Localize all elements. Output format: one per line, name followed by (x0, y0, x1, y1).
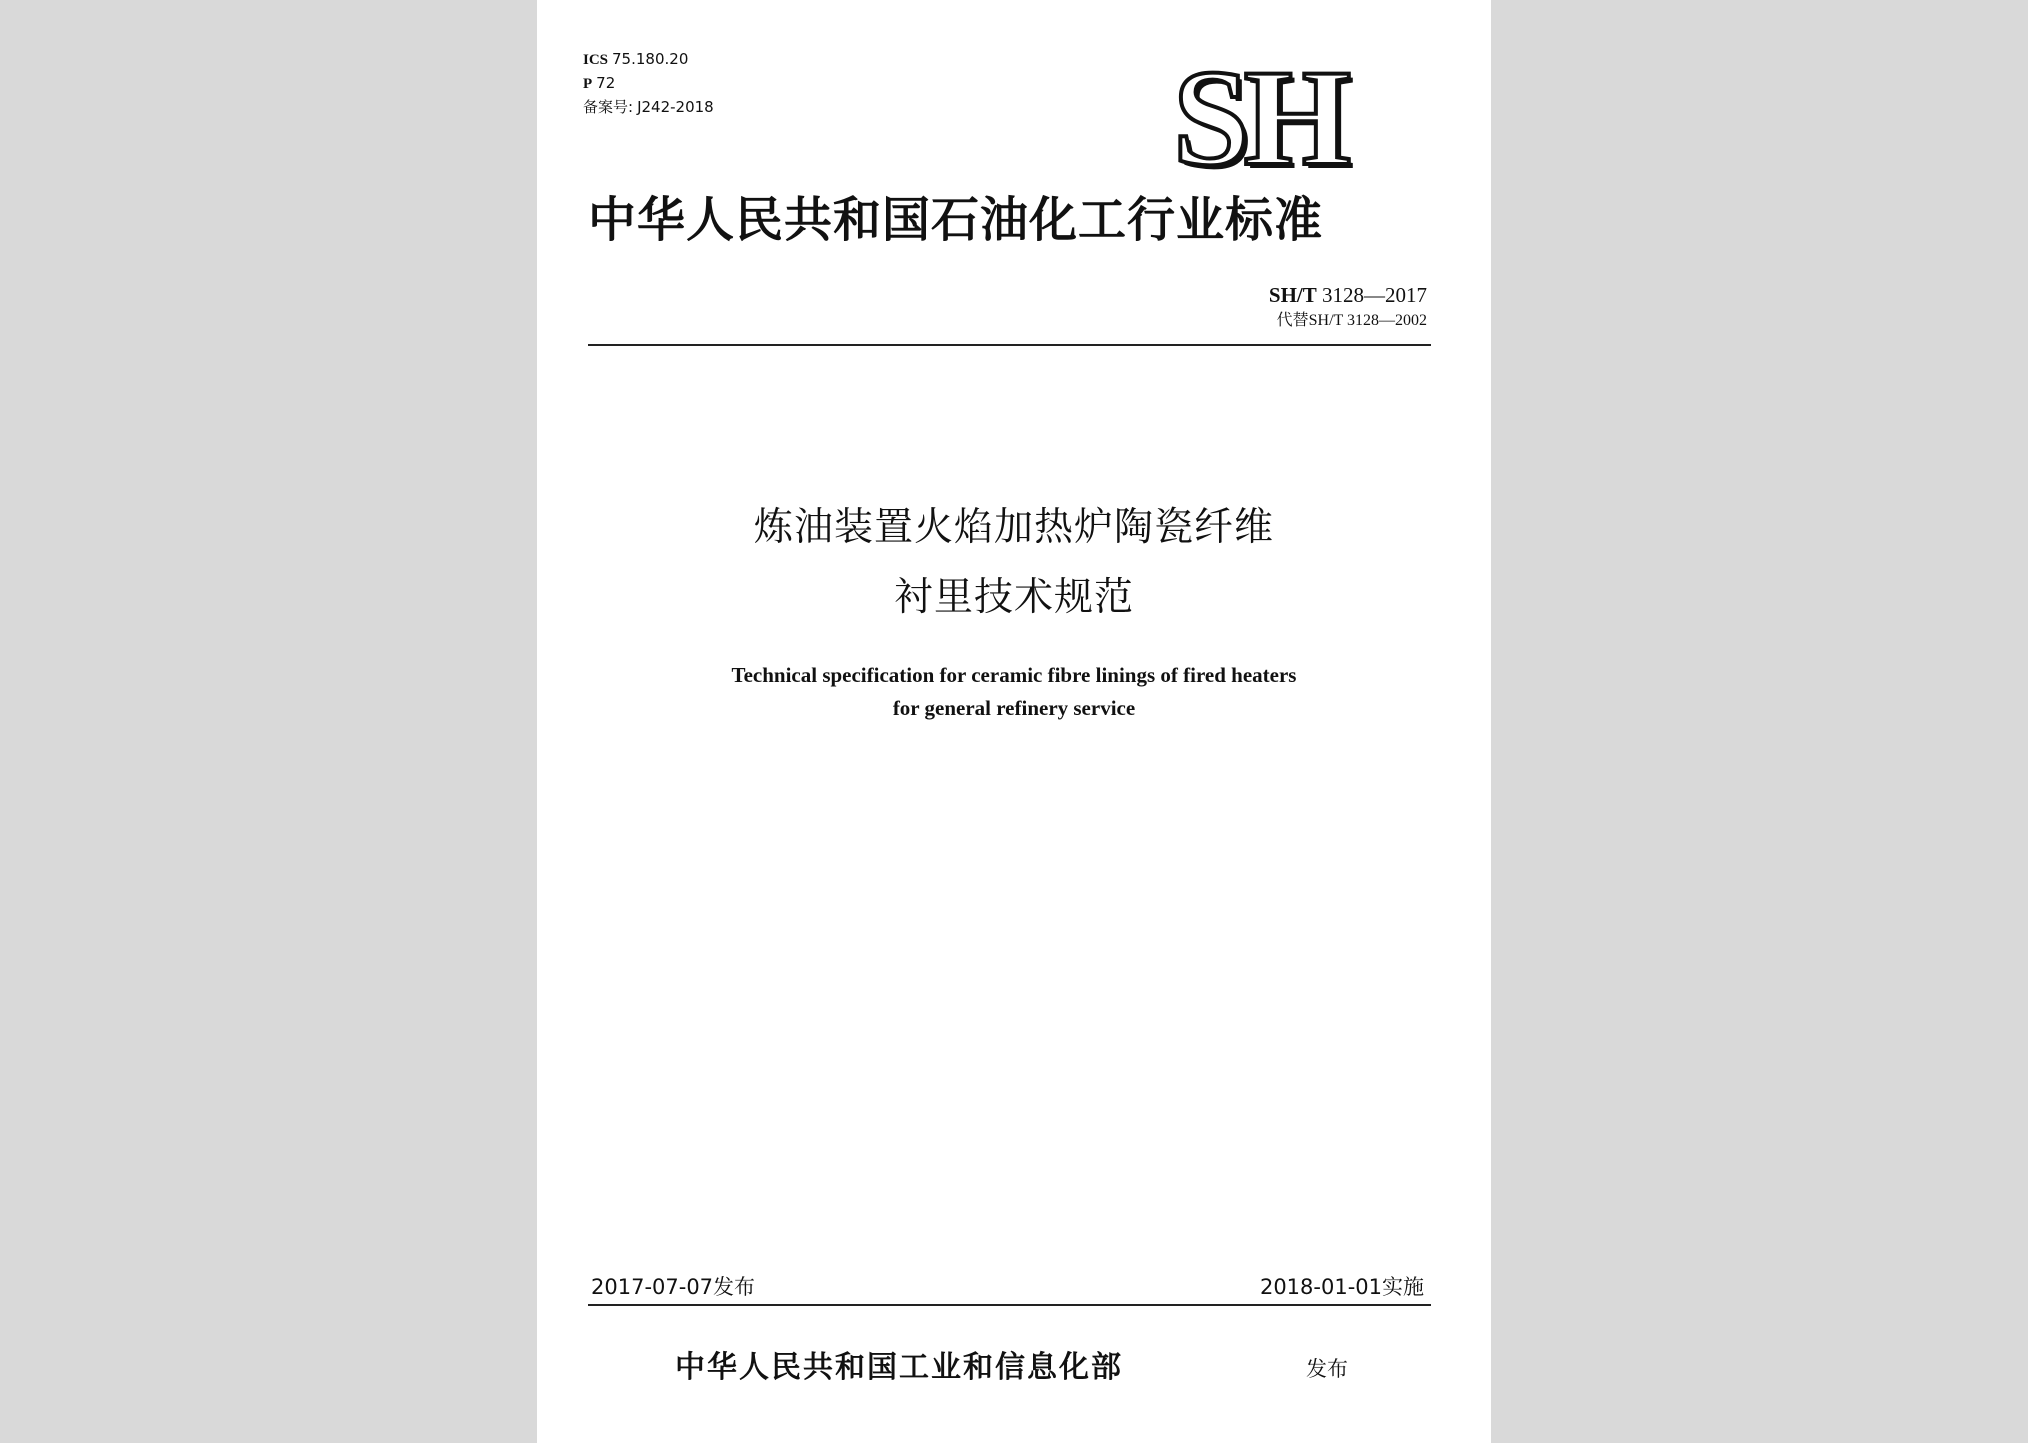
footer-rule (588, 1304, 1431, 1306)
standard-code (1269, 282, 1427, 308)
effective-date: 2018-01-01实施 (1259, 1275, 1424, 1299)
filing-line (583, 98, 714, 116)
filing-label: 备案号: (583, 98, 634, 116)
standard-prefix: SH/T (1268, 283, 1317, 307)
replaces-standard: 代替SH/T 3128—2002 (1276, 312, 1427, 329)
issue-date: 2017-07-07发布 (591, 1275, 756, 1299)
ics-line (583, 50, 688, 69)
classification-label: P (583, 76, 593, 92)
title-zh-line2: 衬里技术规范 (893, 575, 1134, 620)
issuer-heading: 中华人民共和国石油化工行业标准 (588, 192, 1324, 248)
ics-label: ICS (583, 52, 609, 68)
filing-value: J242-2018 (637, 98, 714, 116)
standard-number: 3128—2017 (1322, 283, 1427, 307)
title-en-line2: for general refinery service (892, 696, 1136, 720)
issuing-authority: 中华人民共和国工业和信息化部 (675, 1350, 1123, 1385)
ics-value: 75.180.20 (612, 50, 689, 68)
issued-label: 发布 (1306, 1357, 1348, 1381)
title-zh-line1: 炼油装置火焰加热炉陶瓷纤维 (753, 505, 1274, 550)
title-en-line1: Technical specification for ceramic fibre linings of fired heaters (731, 663, 1297, 687)
classification-line (583, 74, 615, 93)
document-page (537, 0, 1491, 1443)
header-rule (588, 344, 1431, 346)
classification-value: 72 (596, 74, 616, 92)
sh-logo: SH (1173, 41, 1346, 194)
